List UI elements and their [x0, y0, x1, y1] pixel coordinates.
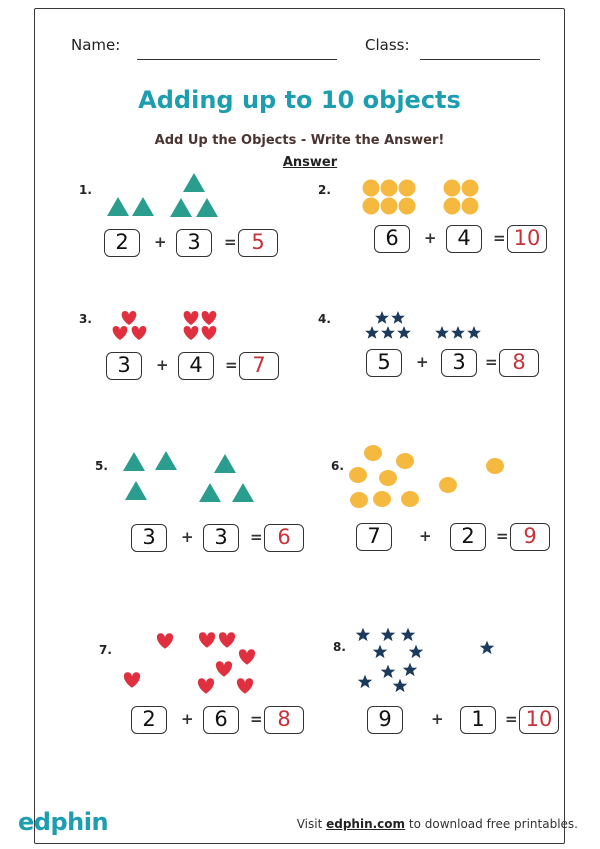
heart-icon — [216, 661, 232, 676]
problem-number: 7. — [99, 643, 112, 657]
circle-icon — [363, 180, 380, 197]
star-icon — [358, 675, 372, 688]
star-icon — [467, 326, 481, 339]
triangle-icon — [232, 483, 254, 502]
circle-icon — [439, 477, 457, 493]
star-icon — [409, 645, 423, 658]
triangle-icon — [199, 483, 221, 502]
edphin-logo[interactable]: edphin — [18, 808, 109, 836]
star-icon — [381, 628, 395, 641]
triangle-icon — [196, 198, 218, 217]
star-icon — [480, 641, 494, 654]
triangle-icon — [123, 452, 145, 471]
star-icon — [381, 326, 395, 339]
circle-icon — [399, 180, 416, 197]
page-title: Adding up to 10 objects — [138, 86, 461, 114]
triangle-icon — [183, 173, 205, 192]
footer-link[interactable]: edphin.com — [326, 817, 406, 831]
answer-box[interactable]: 8 — [264, 706, 304, 734]
problem-number: 4. — [318, 312, 331, 326]
star-icon — [375, 311, 389, 324]
circle-icon — [401, 491, 419, 507]
plus-sign: + — [424, 229, 437, 247]
heart-icon — [122, 311, 137, 325]
plus-sign: + — [431, 710, 444, 728]
plus-sign: + — [156, 356, 169, 374]
equals-sign: = — [250, 528, 263, 546]
plus-sign: + — [419, 527, 432, 545]
addend-b-box: 3 — [176, 229, 212, 257]
heart-icon — [202, 311, 217, 325]
heart-icon — [184, 311, 199, 325]
addend-a-box: 2 — [104, 229, 140, 257]
star-icon — [391, 311, 405, 324]
circle-icon — [396, 453, 414, 469]
problem-number: 8. — [333, 640, 346, 654]
heart-icon — [237, 678, 253, 693]
addend-a-box: 9 — [367, 706, 403, 734]
equals-sign: = — [224, 233, 237, 251]
addend-b-box: 4 — [178, 352, 214, 380]
addend-a-box: 5 — [366, 349, 402, 377]
plus-sign: + — [181, 710, 194, 728]
star-icon — [397, 326, 411, 339]
star-icon — [403, 663, 417, 676]
circle-icon — [363, 198, 380, 215]
star-icon — [365, 326, 379, 339]
answer-box[interactable]: 7 — [239, 352, 279, 380]
footer-rest: to download free printables. — [408, 817, 578, 831]
star-icon — [451, 326, 465, 339]
circle-icon — [444, 198, 461, 215]
heart-icon — [184, 326, 199, 340]
equals-sign: = — [505, 710, 518, 728]
triangle-icon — [125, 481, 147, 500]
circle-icon — [444, 180, 461, 197]
problem-number: 3. — [79, 312, 92, 326]
plus-sign: + — [154, 233, 167, 251]
triangle-icon — [170, 198, 192, 217]
equals-sign: = — [496, 527, 509, 545]
heart-icon — [198, 678, 214, 693]
addend-b-box: 1 — [460, 706, 496, 734]
name-label: Name: — [71, 36, 121, 54]
addend-a-box: 7 — [356, 523, 392, 551]
addend-a-box: 3 — [131, 524, 167, 552]
triangle-icon — [155, 451, 177, 470]
footer-text — [297, 817, 578, 831]
problem-number: 6. — [331, 459, 344, 473]
problem-number: 1. — [79, 183, 92, 197]
equals-sign: = — [493, 229, 506, 247]
problem-number: 5. — [95, 459, 108, 473]
heart-icon — [113, 326, 128, 340]
circle-icon — [379, 470, 397, 486]
star-icon — [401, 628, 415, 641]
circle-icon — [364, 445, 382, 461]
heart-icon — [157, 633, 173, 648]
triangle-icon — [107, 197, 129, 216]
heart-icon — [239, 649, 255, 664]
page-subtitle: Add Up the Objects - Write the Answer! — [154, 133, 445, 148]
equals-sign: = — [225, 356, 238, 374]
heart-icon — [199, 632, 215, 647]
heart-icon — [202, 326, 217, 340]
star-icon — [381, 665, 395, 678]
addend-a-box: 6 — [374, 225, 410, 253]
circle-icon — [486, 458, 504, 474]
answer-box[interactable]: 10 — [519, 706, 559, 734]
addend-a-box: 3 — [106, 352, 142, 380]
circle-icon — [373, 491, 391, 507]
triangle-icon — [214, 454, 236, 473]
triangle-icon — [132, 197, 154, 216]
circle-icon — [381, 198, 398, 215]
circle-icon — [350, 492, 368, 508]
circle-icon — [349, 467, 367, 483]
circle-icon — [399, 198, 416, 215]
addend-b-box: 4 — [446, 225, 482, 253]
circle-icon — [462, 198, 479, 215]
star-icon — [393, 679, 407, 692]
class-label: Class: — [365, 36, 410, 54]
answer-box[interactable]: 6 — [264, 524, 304, 552]
addend-b-box: 6 — [203, 706, 239, 734]
circle-icon — [462, 180, 479, 197]
equals-sign: = — [250, 710, 263, 728]
answer-link[interactable]: Answer — [282, 155, 338, 170]
footer-visit: Visit — [296, 817, 323, 831]
answer-box[interactable]: 9 — [510, 523, 550, 551]
problem-number: 2. — [318, 183, 331, 197]
addend-a-box: 2 — [131, 706, 167, 734]
circle-icon — [381, 180, 398, 197]
star-icon — [373, 645, 387, 658]
plus-sign: + — [416, 353, 429, 371]
addend-b-box: 3 — [441, 349, 477, 377]
answer-box[interactable]: 5 — [238, 229, 278, 257]
answer-box[interactable]: 10 — [507, 225, 547, 253]
addend-b-box: 3 — [203, 524, 239, 552]
answer-box[interactable]: 8 — [499, 349, 539, 377]
heart-icon — [124, 672, 140, 687]
heart-icon — [219, 632, 235, 647]
equals-sign: = — [485, 353, 498, 371]
addend-b-box: 2 — [450, 523, 486, 551]
plus-sign: + — [181, 528, 194, 546]
heart-icon — [132, 326, 147, 340]
star-icon — [435, 326, 449, 339]
star-icon — [356, 628, 370, 641]
